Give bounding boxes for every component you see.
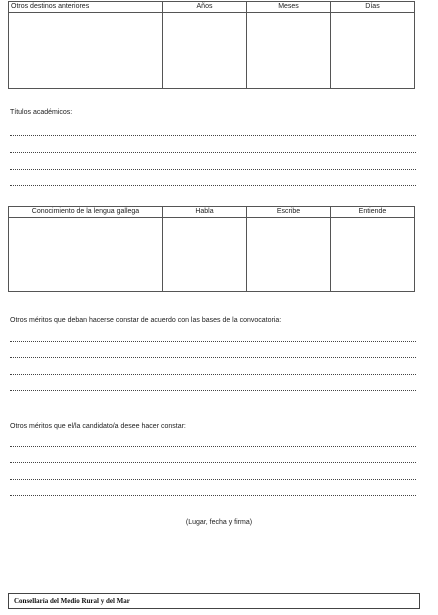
footer-department: Consellaría del Medio Rural y del Mar: [14, 597, 130, 605]
destinos-header-anos: Años: [163, 2, 247, 13]
lengua-cell-conocimiento[interactable]: [9, 218, 163, 292]
destinos-cell-meses[interactable]: [247, 13, 331, 89]
destinos-cell-anos[interactable]: [163, 13, 247, 89]
titulos-line-4[interactable]: [10, 185, 416, 186]
lengua-header-row: [9, 207, 415, 218]
signature-place-date: (Lugar, fecha y firma): [185, 519, 253, 526]
lengua-cell-entiende[interactable]: [331, 218, 415, 292]
titulos-label: Títulos académicos:: [10, 109, 73, 116]
meritos-bases-line-4[interactable]: [10, 390, 416, 391]
meritos-bases-label: Otros méritos que deban hacerse constar de acuerdo con las bases de la convocatoria:: [10, 317, 282, 324]
lengua-cell-habla[interactable]: [163, 218, 247, 292]
meritos-candidato-line-4[interactable]: [10, 495, 416, 496]
lengua-table: [8, 206, 415, 292]
meritos-bases-line-3[interactable]: [10, 374, 416, 375]
footer-box: [8, 593, 420, 609]
destinos-table: [8, 1, 415, 89]
lengua-header-habla: Habla: [163, 207, 247, 218]
destinos-cell-destinos[interactable]: [9, 13, 163, 89]
meritos-bases-line-2[interactable]: [10, 357, 416, 358]
lengua-header-entiende: Entiende: [331, 207, 415, 218]
meritos-candidato-line-2[interactable]: [10, 462, 416, 463]
lengua-entry-row: [9, 218, 415, 292]
lengua-cell-escribe[interactable]: [247, 218, 331, 292]
destinos-cell-dias[interactable]: [331, 13, 415, 89]
titulos-line-1[interactable]: [10, 135, 416, 136]
destinos-header-destinos: Otros destinos anteriores: [9, 2, 163, 13]
lengua-header-escribe: Escribe: [247, 207, 331, 218]
titulos-line-3[interactable]: [10, 169, 416, 170]
meritos-candidato-label: Otros méritos que el/la candidato/a desee hacer constar:: [10, 423, 186, 430]
lengua-header-conocimiento: Conocimiento de la lengua gallega: [9, 207, 163, 218]
destinos-header-dias: Días: [331, 2, 415, 13]
destinos-header-row: [9, 2, 415, 13]
meritos-candidato-line-3[interactable]: [10, 479, 416, 480]
destinos-entry-row: [9, 13, 415, 89]
meritos-candidato-line-1[interactable]: [10, 446, 416, 447]
destinos-header-meses: Meses: [247, 2, 331, 13]
titulos-line-2[interactable]: [10, 152, 416, 153]
meritos-bases-line-1[interactable]: [10, 341, 416, 342]
